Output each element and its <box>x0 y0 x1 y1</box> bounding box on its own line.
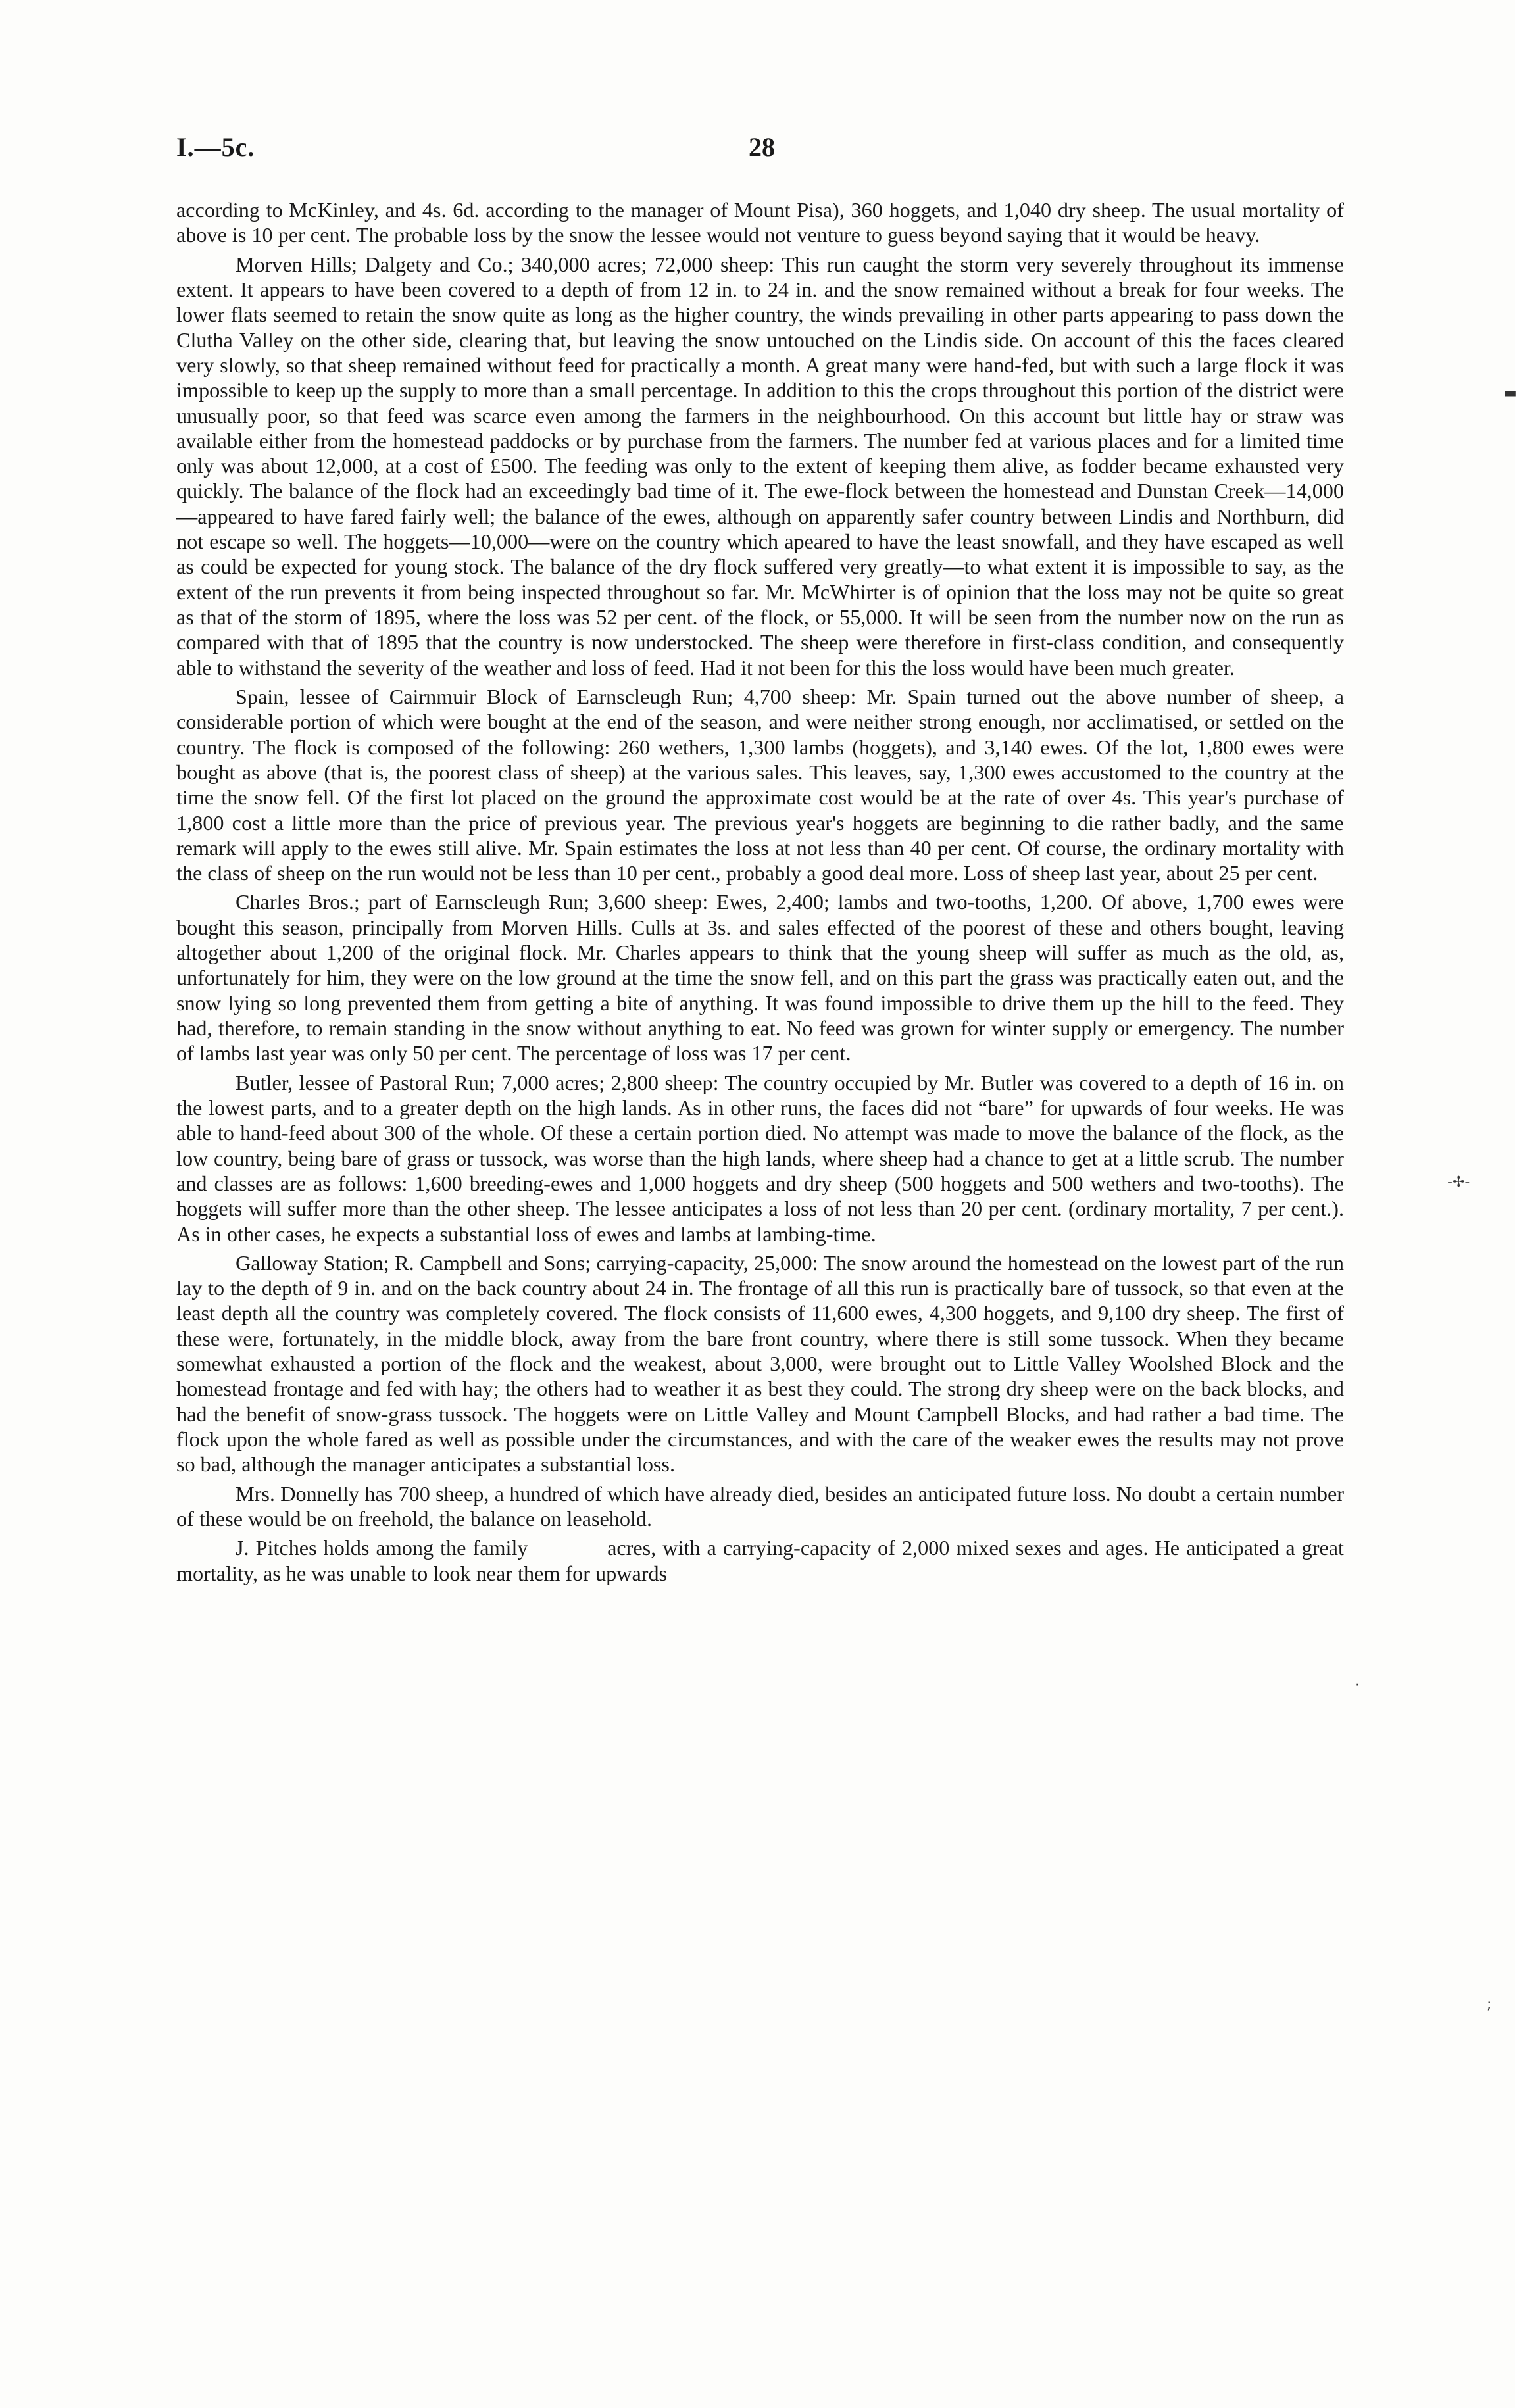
paragraph-charles-bros: Charles Bros.; part of Earnscleugh Run; 3,600 sheep: Ewes, 2,400; lambs and two-tooths, 1,200. Of above, 1,700 ewes were bought this season, principally from Morven Hills. Culls at 3s. and sales effected of the poorest of these and others bought, leaving altogether about 1,200 of the original flock. Mr. Charles appears to think that the young sheep will suffer as much as the old, as, unfortunately for him, they were on the low ground at the time the snow fell, and on this part the grass was practically eaten out, and the snow lying so long prevented them from getting a bite of anything. It was found impossible to drive them up the hill to the feed. They had, therefore, to remain standing in the snow without anything to eat. No feed was grown for winter supply or emergency. The number of lambs last year was only 50 per cent. The percentage of loss was 17 per cent. <box>176 890 1344 1066</box>
margin-mark-icon: -✢- <box>1447 1174 1470 1191</box>
paragraph-donnelly: Mrs. Donnelly has 700 sheep, a hundred of which have already died, besides an anticipated future loss. No doubt a certain number of these would be on freehold, the balance on leasehold. <box>176 1481 1344 1531</box>
margin-mark-icon: ▬ <box>1503 385 1517 401</box>
body-text <box>176 197 1350 1590</box>
paragraph-morven-hills: Morven Hills; Dalgety and Co.; 340,000 acres; 72,000 sheep: This run caught the storm very severely throughout its immense extent. It appears to have been covered to a depth of from 12 in. to 24 in. and the snow remained without a break for four weeks. The lower flats seemed to retain the snow quite as long as the higher country, the winds prevailing in other parts appearing to pass down the Clutha Valley on the other side, clearing that, but leaving the snow untouched on the Lindis side. On account of this the faces cleared very slowly, so that sheep remained without feed for practically a month. A great many were hand-fed, but with such a large flock it was impossible to keep up the supply to more than a small percentage. In addition to this the crops throughout this portion of the district were unusually poor, so that feed was scarce even among the farmers in the neighbourhood. On this account but little hay or straw was available either from the homestead paddocks or by purchase from the farmers. The number fed at various places and for a limited time only was about 12,000, at a cost of £500. The feeding was only to the extent of keeping them alive, as fodder became exhausted very quickly. The balance of the flock had an exceedingly bad time of it. The ewe-flock between the homestead and Dunstan Creek—14,000—appeared to have fared fairly well; the balance of the ewes, although on apparently safer country between Lindis and Northburn, did not escape so well. The hoggets—10,000—were on the country which apeared to have the least snowfall, and they have escaped as well as could be expected for young stock. The balance of the dry flock suffered very greatly—to what extent it is impossible to say, as the extent of the run prevents it from being inspected throughout so far. Mr. McWhirter is of opinion that the loss may not be quite so great as that of the storm of 1895, where the loss was 52 per cent. of the flock, or 55,000. It will be seen from the number now on the run as compared with that of 1895 that the country is now understocked. The sheep were therefore in first-class condition, and consequently able to withstand the severity of the weather and loss of feed. Had it not been for this the loss would have been much greater. <box>176 252 1344 679</box>
margin-mark-icon: · <box>1355 1677 1360 1694</box>
paragraph-galloway-station: Galloway Station; R. Campbell and Sons; carrying-capacity, 25,000: The snow around the homestead on the lowest part of the run lay to the depth of 9 in. and on the back country about 24 in. The frontage of all this run is practically bare of tussock, so that even at the least depth all the country was completely covered. The flock consists of 11,600 ewes, 4,300 hoggets, and 9,100 dry sheep. The first of these were, fortunately, in the middle block, away from the bare front country, where there is still some tussock. When they became somewhat exhausted a portion of the flock and the weakest, about 3,000, were brought out to Little Valley Woolshed Block and the homestead frontage and fed with hay; the others had to weather it as best they could. The strong dry sheep were on the back blocks, and had the benefit of snow-grass tussock. The hoggets were on Little Valley and Mount Campbell Blocks, and had rather a bad time. The flock upon the whole fared as well as possible under the circumstances, and with the care of the weaker ewes the results may not prove so bad, although the manager anticipates a substantial loss. <box>176 1250 1344 1477</box>
paragraph-continuation: according to McKinley, and 4s. 6d. according to the manager of Mount Pisa), 360 hoggets, and 1,040 dry sheep. The usual mortality of above is 10 per cent. The probable loss by the snow the lessee would not venture to guess beyond saying that it would be heavy. <box>176 198 1344 247</box>
paragraph-pitches: J. Pitches holds among the family acres, with a carrying-capacity of 2,000 mixed sexes and ages. He anticipated a great mortality, as he was unable to look near them for upwards <box>176 1536 1350 1585</box>
page-header <box>176 132 1344 171</box>
page-number: 28 <box>749 132 775 162</box>
paragraph-butler: Butler, lessee of Pastoral Run; 7,000 acres; 2,800 sheep: The country occupied by Mr. Butler was covered to a depth of 16 in. on the lowest parts, and to a greater depth on the high lands. As in other runs, the faces did not “bare” for upwards of four weeks. He was able to hand-feed about 300 of the whole. Of these a certain portion died. No attempt was made to move the balance of the flock, as the low country, being bare of grass or tussock, was worse than the high lands, where sheep had a chance to get at a little scrub. The number and classes are as follows: 1,600 breeding-ewes and 1,000 hoggets and dry sheep (500 hoggets and 500 wethers and two-tooths). The hoggets will suffer more than the other sheep. The lessee anticipates a loss of not less than 20 per cent. (ordinary mortality, 7 per cent.). As in other cases, he expects a substantial loss of ewes and lambs at lambing-time. <box>176 1070 1344 1246</box>
margin-mark-icon: ; <box>1487 1996 1492 2013</box>
paragraph-spain: Spain, lessee of Cairnmuir Block of Earnscleugh Run; 4,700 sheep: Mr. Spain turned out the above number of sheep, a considerable portion of which were bought at the end of the season, and were neither strong enough, nor acclimatised, or settled on the country. The flock is composed of the following: 260 wethers, 1,300 lambs (hoggets), and 3,140 ewes. Of the lot, 1,800 ewes were bought as above (that is, the poorest class of sheep) at the various sales. This leaves, say, 1,300 ewes accustomed to the country at the time the snow fell. Of the first lot placed on the ground the approximate cost would be at the rate of over 4s. This year's purchase of 1,800 cost a little more than the price of previous year. The previous year's hoggets are beginning to die rather badly, and the same remark will apply to the ewes still alive. Mr. Spain estimates the loss at not less than 40 per cent. Of course, the ordinary mortality with the class of sheep on the run would not be less than 10 per cent., probably a good deal more. Loss of sheep last year, about 25 per cent. <box>176 684 1344 885</box>
sheet-reference: I.—5c. <box>176 132 255 162</box>
